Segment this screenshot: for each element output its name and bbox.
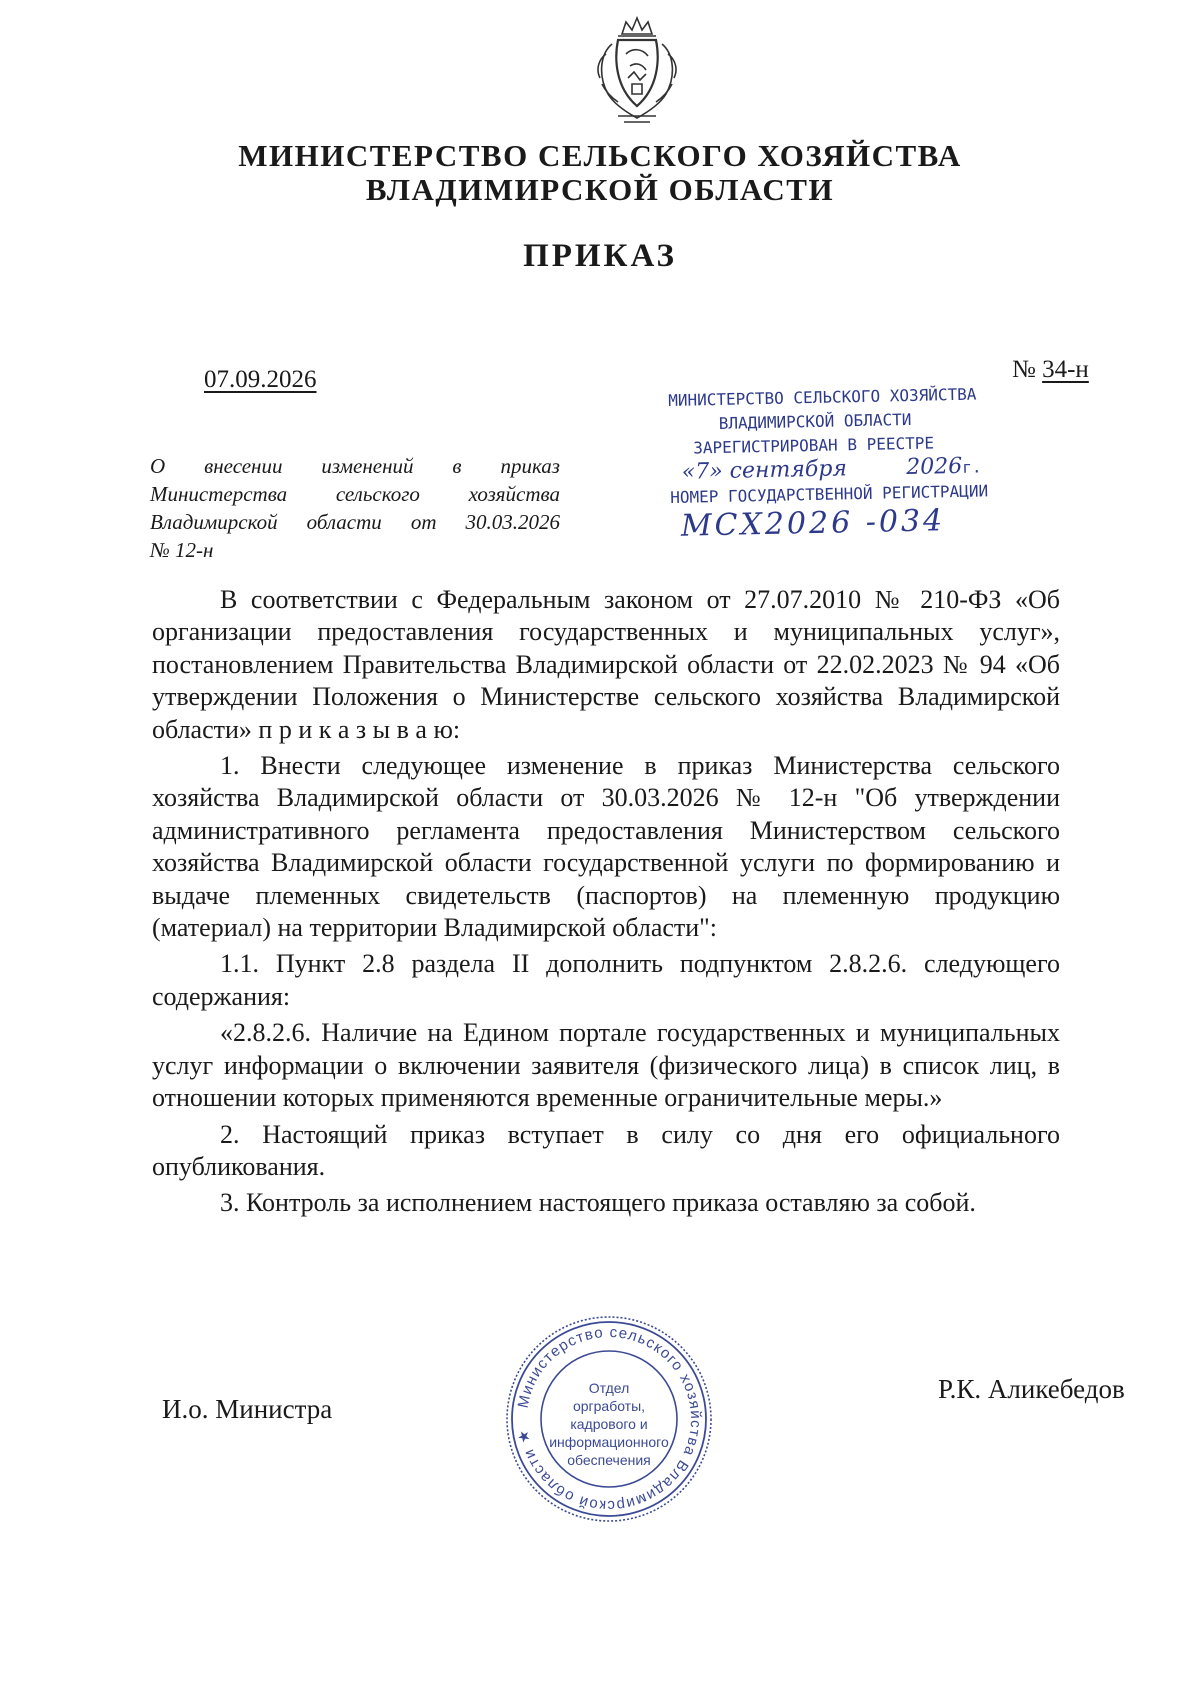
subject-line3: Владимирской области от 30.03.2026 [150,510,560,534]
seal-center-line2: оргработы, [572,1398,646,1414]
seal-center-line1: Отдел [588,1380,630,1396]
body-item-3: 3. Контроль за исполнением настоящего приказа оставляю за собой. [220,1188,976,1218]
body-item-2: 2. Настоящий приказ вступает в силу со дня его официального опубликования. [152,1119,1060,1181]
seal-center-line3: кадрового и [570,1416,648,1432]
signer-title: И.о. Министра [162,1394,333,1424]
coat-of-arms-icon [588,14,686,126]
stamp-handwritten-year: 2026 [905,453,963,481]
stamp-line-reg-label: НОМЕР ГОСУДАРСТВЕННОЙ РЕГИСТРАЦИИ [670,481,989,507]
seal-ring-text: Министерство сельского хозяйства Владимирской области ★ [514,1323,705,1515]
number-sign: № [1012,356,1036,383]
order-number [1012,356,1089,384]
stamp-line-ministry: МИНИСТЕРСТВО СЕЛЬСКОГО ХОЗЯЙСТВА [668,384,977,410]
official-seal [503,1313,715,1525]
order-body [152,584,1060,1224]
document-type-title: ПРИКАЗ [523,238,677,274]
order-date: 07.09.2026 [204,366,317,393]
body-quoted-clause: «2.8.2.6. Наличие на Едином портале государственных и муниципальных услуг информации о включении заявителя (физического лица) в список лиц, в отношении которых применяются временные ограничительные меры.» [152,1018,1060,1113]
seal-center-line4: информационного [549,1434,669,1450]
subject-line2: Министерства сельского хозяйства [150,482,560,506]
subject-line1: О внесении изменений в приказ [150,454,560,478]
seal-center-line5: обеспечения [567,1452,651,1468]
ministry-name-line1: МИНИСТЕРСТВО СЕЛЬСКОГО ХОЗЯЙСТВА [238,138,962,173]
registration-stamp [668,381,1051,544]
body-preamble: В соответствии с Федеральным законом от 27.07.2010 № 210-ФЗ «Об организации предоставления государственных и муниципальных услуг», постановлением Правительства Владимирской области от 22.02.2023 № 94 «Об утверждении Положения о Министерстве сельского хозяйства Владимирской области» п р и к а з ы в а ю: [152,585,1060,744]
ministry-name-line2: ВЛАДИМИРСКОЙ ОБЛАСТИ [365,172,835,207]
stamp-line-region: ВЛАДИМИРСКОЙ ОБЛАСТИ [718,409,912,433]
stamp-line-registered: ЗАРЕГИСТРИРОВАН В РЕЕСТРЕ [693,433,935,458]
order-subject [150,452,560,564]
stamp-handwritten-date: «7» сентября [681,456,848,485]
body-item-1-1: 1.1. Пункт 2.8 раздела II дополнить подпунктом 2.8.2.6. следующего содержания: [152,949,1060,1011]
subject-line4: № 12-н [150,538,214,562]
stamp-handwritten-reg-number: МСХ2026 -034 [680,503,946,544]
order-number-value: 34-н [1042,356,1089,383]
body-item-1: 1. Внести следующее изменение в приказ Министерства сельского хозяйства Владимирской области от 30.03.2026 № 12-н "Об утверждении административного регламента предоставления Министерством сельского хозяйства Владимирской области государственной услуги по формированию и выдаче племенных свидетельств (паспортов) на племенную продукцию (материал) на территории Владимирской области": [152,751,1060,943]
stamp-year-suffix: г. [962,457,982,477]
signer-name: Р.К. Аликебедов [938,1374,1125,1404]
